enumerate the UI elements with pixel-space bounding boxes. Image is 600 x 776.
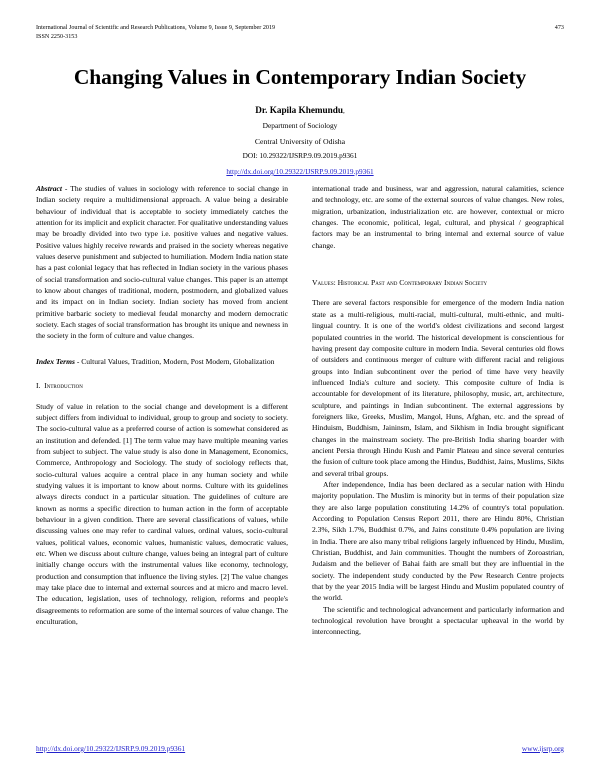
doi-block <box>36 150 564 179</box>
author-block <box>36 104 564 148</box>
section-title: Introduction <box>44 381 83 391</box>
author-name-suffix: , <box>342 107 345 115</box>
author-name-text: Dr. Kapila Khemundu <box>255 105 343 115</box>
section-numeral: I. <box>36 381 41 391</box>
spacer <box>312 264 564 277</box>
journal-info <box>36 24 275 41</box>
issn-line: ISSN 2250-3153 <box>36 33 78 40</box>
index-terms-label: Index Terms <box>36 356 75 366</box>
abstract-paragraph <box>36 183 288 342</box>
index-terms-paragraph <box>36 356 288 367</box>
spacer <box>36 367 288 380</box>
paragraph: The scientific and technological advancement and particularly information and technological revolution have brought a spectacular upheaval in the world by interconnecting, <box>312 604 564 637</box>
author-name <box>36 104 564 118</box>
doi-link[interactable]: http://dx.doi.org/10.29322/IJSRP.9.09.2019.p9361 <box>226 167 374 176</box>
author-university: Central University of Odisha <box>254 137 346 146</box>
paragraph: After independence, India has been declared as a secular nation with Hindu majority population. The Muslim is minority but in terms of their population size they are also large population constituting 14.2% of country's total population. According to Population Census Report 2011, there are Hindu 80%, Christian 2.3%, Sikh 1.7%, Buddhist 0.7%, and Jains constitute 0.4% population are living in India. There are also many tribal religions largely influenced by Hindu, Muslim, Christian, Buddhist, and Jain communities. Thought the numbers of Zoroastrian, Judaism and the believer of Bahai faith are small but they are influential in the society. The independent study conducted by the Pew Research Centre projects that by the year 2015 India will be largest Hindu and Muslim populated country of the world. <box>312 479 564 603</box>
page-number: 473 <box>554 25 564 31</box>
spacer <box>312 251 564 264</box>
paragraph: There are several factors responsible for emergence of the modern India nation state as a multi-religious, multi-racial, multi-cultural, multi-ethnic, and multi-lingual country. It is one of the world's oldest civilizations and second largest populated countries in the world. The historical development is conscientious for having present day composite culture in modern India. Several centuries old flows of outsiders and continuous merger of culture with different racial and religious groups into Indian subcontinent over the period of time have very heavily influenced India's culture and society. This composite culture of India is accountable for development of its literature, philosophy, music, art, architecture, sculpture, and paintings in Indian subcontinent. The external aggressions by foreigners like, Greeks, Muslim, Mangol, Huns, Afghan, etc. and the spread of Hinduism, Buddhism, Jaininsm, Islam, and Sikhism in India brought significant changes in the mainstream society. The pre-British India sharing boarder with ancient Persia through Hindu Kush and Pamir Plateau and since several centuries the fusion of culture took place among the Hindus, Buddhist, Jains, Muslims, Sikhs and several tribal groups. <box>312 298 564 478</box>
index-terms-text: Cultural Values, Tradition, Modern, Post Modern, Globalization <box>81 356 275 366</box>
running-head <box>36 24 564 41</box>
section-heading-values: Values: Historical Past and Contemporary Indian Society <box>312 278 488 288</box>
abstract-text: The studies of values in sociology with reference to social change in Indian society require a multidimensional approach. A value being a desirable behaviour of individual that is acceptable to society immediately catches the attention for its implicit and explicit character. For qualitative understanding values may be broadly divided into two type i.e. positive values and negative values. Positive values highly receive rewards and praised in the society whereas negative values deserve punishment and subjected to humiliation. Modern India nation state has a past colonial legacy that has reflected in Indian society in the various phases of social transformation and socio-cultural value changes. This paper is an attempt to know about changes of traditional, modern, postmodern, and globalized values and its impact on in Indian society. Indian society has moved from ancient primitive barbaric society to medieval feudal monarchy and modern democratic society. Each stages of social transformation has brought its unique and newness in the society in the form of culture and value changes. <box>36 184 288 341</box>
column-right <box>312 183 564 733</box>
index-terms-separator: - <box>74 356 82 366</box>
journal-line: International Journal of Scientific and Research Publications, Volume 9, Issue 9, September 2019 <box>36 25 276 31</box>
body-columns <box>36 183 564 733</box>
spacer <box>312 288 564 297</box>
section-heading-introduction <box>36 380 288 391</box>
abstract-label: Abstract <box>36 184 62 193</box>
page-title: Changing Values in Contemporary Indian Society <box>73 65 527 89</box>
spacer <box>36 392 288 401</box>
footer-doi-link[interactable]: http://dx.doi.org/10.29322/IJSRP.9.09.2019.p9361 <box>36 744 186 753</box>
doi-label: DOI: 10.29322/IJSRP.9.09.2019.p9361 <box>242 151 358 160</box>
paragraph: Study of value in relation to the social change and development is a different subject differs from individual to individual, group to group and society to society. The socio-cultural value as a preferred course of action is somewhat considered as an institution and defended. [1] The term value may have multiple meaning varies from subject to subject. The value study is also done in Management, Economics, Commerce, Anthropology and Sociology. The study of sociology reflects that, socio-cultural values acquire a central place in any human society and while studying values it is important to know about norms. Culture with its guidelines always directs conduct in a particular situation. The guidelines of culture are known as norms a specific direction to human action in the form of acceptable behaviour in a given condition. There are several classifications of values, while discussing values one may refer to cardinal values, ordinal values, socio-cultural values, political values, economic values, humanistic values, democratic values, etc. When we discuss about culture change, values being an integral part of culture initially change occurs with the instrumental values like economy, technology, production and consumption that influence the living styles. [2] The value changes may take place due to internal and external sources and at micro and macro level. The education, legislation, uses of technology, religion, reforms and people's disagreements to reformation are some of the internal sources of value change. The enculturation, <box>36 401 288 627</box>
footer-site-link[interactable]: www.ijsrp.org <box>521 744 564 753</box>
paragraph: international trade and business, war and aggression, natural calamities, science and technology, etc. are some of the external sources of value changes. New roles, migration, urbanization, industrialization etc. are however, contextual or micro changes. The economic, political, legal, cultural, and physical / geographical factors may be an instrumental to bring internal and external source of value change. <box>312 184 564 250</box>
abstract-separator: - <box>62 184 71 193</box>
author-department: Department of Sociology <box>262 121 338 130</box>
column-left <box>36 183 288 733</box>
page-footer <box>36 744 564 753</box>
spacer <box>36 342 288 356</box>
